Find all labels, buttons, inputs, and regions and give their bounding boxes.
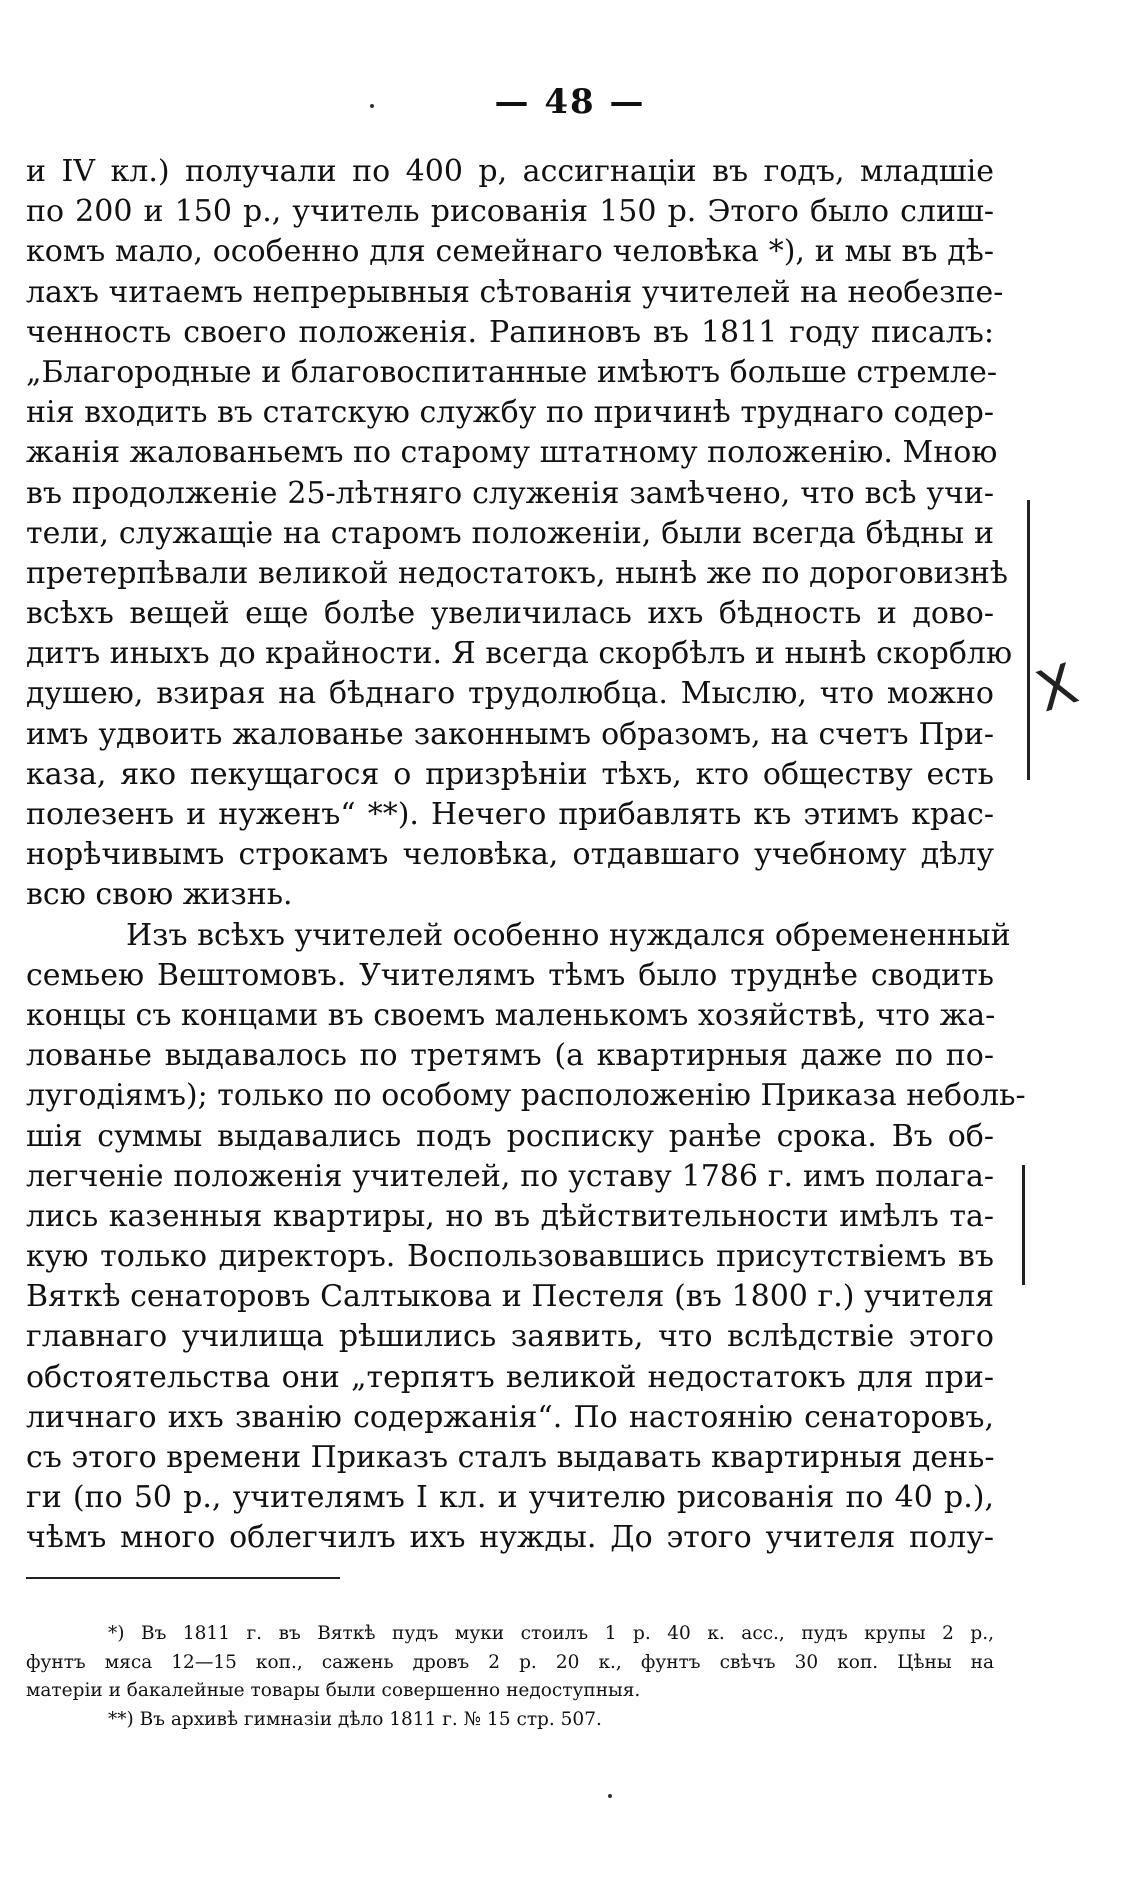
text-line: всѣхъ вещей еще болѣе увеличилась ихъ бѣдность и дово-: [26, 596, 994, 632]
text-line: съ этого времени Приказъ сталъ выдавать квартирныя день-: [26, 1440, 995, 1475]
footnote-line: фунтъ мяса 12—15 коп., сажень дровъ 2 р. 20 к., фунтъ свѣчъ 30 коп. Цѣны на: [26, 1651, 994, 1673]
text-line: „Благородные и благовоспитанные имѣютъ больше стремле-: [26, 354, 998, 390]
text-line: Изъ всѣхъ учителей особенно нуждался обремененный: [126, 917, 1011, 953]
text-line: комъ мало, особенно для семейнаго человѣка *), и мы въ дѣ-: [26, 234, 994, 270]
footnote-line: **) Въ архивѣ гимназiи дѣло 1811 г. № 15 стр. 507.: [108, 1708, 602, 1730]
text-line: личнаго ихъ званiю содержанiя“. По настоянiю сенаторовъ,: [26, 1399, 994, 1435]
text-line: кую только директоръ. Воспользовавшись присутствiемъ въ: [26, 1239, 994, 1275]
speck-mark: [608, 1794, 612, 1798]
text-line: ги (по 50 р., учителямъ I кл. и учителю рисованiя по 40 р.),: [26, 1480, 994, 1516]
text-line: чѣмъ много облегчилъ ихъ нужды. До этого учителя полу-: [26, 1520, 994, 1556]
text-line: легченiе положенiя учителей, по уставу 1786 г. имъ полага-: [26, 1158, 994, 1194]
text-line: и IV кл.) получали по 400 р, ассигнацiи въ годъ, младшiе: [26, 154, 994, 189]
text-line: претерпѣвали великой недостатокъ, нынѣ же по дороговизнѣ: [26, 555, 1009, 591]
text-line: тели, служащiе на старомъ положенiи, были всегда бѣдны и: [26, 515, 994, 551]
page-number: — 48 —: [494, 82, 646, 122]
paragraph-2: [26, 916, 1026, 1559]
text-line: концы съ концами въ своемъ маленькомъ хозяйствѣ, что жа-: [26, 997, 996, 1033]
body-text: [26, 152, 1026, 1559]
text-line: лись казенныя квартиры, но въ дѣйствительности имѣлъ та-: [26, 1198, 994, 1234]
text-line: норѣчивымъ строкамъ человѣка, отдавшаго учебному дѣлу: [26, 837, 994, 873]
text-line: всю свою жизнь.: [26, 877, 293, 913]
text-line: каза, яко пекущагося о призрѣнiи тѣхъ, кто обществу есть: [26, 756, 994, 792]
text-line: въ продолженiе 25-лѣтняго служенiя замѣчено, что всѣ учи-: [26, 475, 994, 511]
text-line: душею, взирая на бѣднаго трудолюбца. Мыслю, что можно: [26, 676, 994, 712]
footnotes: [26, 1620, 994, 1734]
text-line: нiя входить въ статскую службу по причинѣ труднаго содер-: [26, 395, 994, 431]
text-line: семьею Вештомовъ. Учителямъ тѣмъ было труднѣе сводить: [26, 957, 994, 993]
text-line: лахъ читаемъ непрерывныя сѣтованiя учителей на необезпе-: [26, 274, 1004, 310]
text-line: имъ удвоить жалованье законнымъ образомъ, на счетъ При-: [26, 716, 994, 752]
text-line: дитъ иныхъ до крайности. Я всегда скорбѣлъ и нынѣ скорблю: [26, 636, 1013, 672]
margin-bracket-lower: [1022, 1165, 1025, 1285]
text-line: ченность своего положенiя. Рапиновъ въ 1811 году писалъ:: [26, 314, 994, 350]
text-line: обстоятельства они „терпятъ великой недостатокъ для при-: [26, 1359, 994, 1395]
text-line: лугодiямъ); только по особому расположенiю Приказа неболь-: [26, 1078, 1026, 1114]
margin-cross-mark: X: [1028, 651, 1086, 726]
speck-mark: [370, 104, 374, 108]
text-line: по 200 и 150 р., учитель рисованiя 150 р. Этого было слиш-: [26, 194, 994, 230]
footnote-line: *) Въ 1811 г. въ Вяткѣ пудъ муки стоилъ 1 р. 40 к. асс., пудъ крупы 2 р.,: [108, 1623, 994, 1644]
text-line: жанiя жалованьемъ по старому штатному положенiю. Мною: [26, 435, 998, 471]
footnote-divider: [26, 1577, 340, 1579]
paragraph-1: [26, 152, 1013, 916]
text-line: полезенъ и нуженъ“ **). Нечего прибавлять къ этимъ крас-: [26, 797, 994, 832]
text-line: шiя суммы выдавались подъ росписку ранѣе срока. Въ об-: [26, 1118, 994, 1154]
text-line: Вяткѣ сенаторовъ Салтыкова и Пестеля (въ 1800 г.) учителя: [26, 1279, 994, 1315]
margin-bracket-upper: [1027, 500, 1030, 780]
text-line: лованье выдавалось по третямъ (а квартирныя даже по по-: [26, 1038, 994, 1074]
footnote-line: матерiи и бакалейные товары были совершенно недоступныя.: [26, 1680, 641, 1701]
text-line: главнаго училища рѣшились заявить, что вслѣдствiе этого: [26, 1319, 994, 1355]
